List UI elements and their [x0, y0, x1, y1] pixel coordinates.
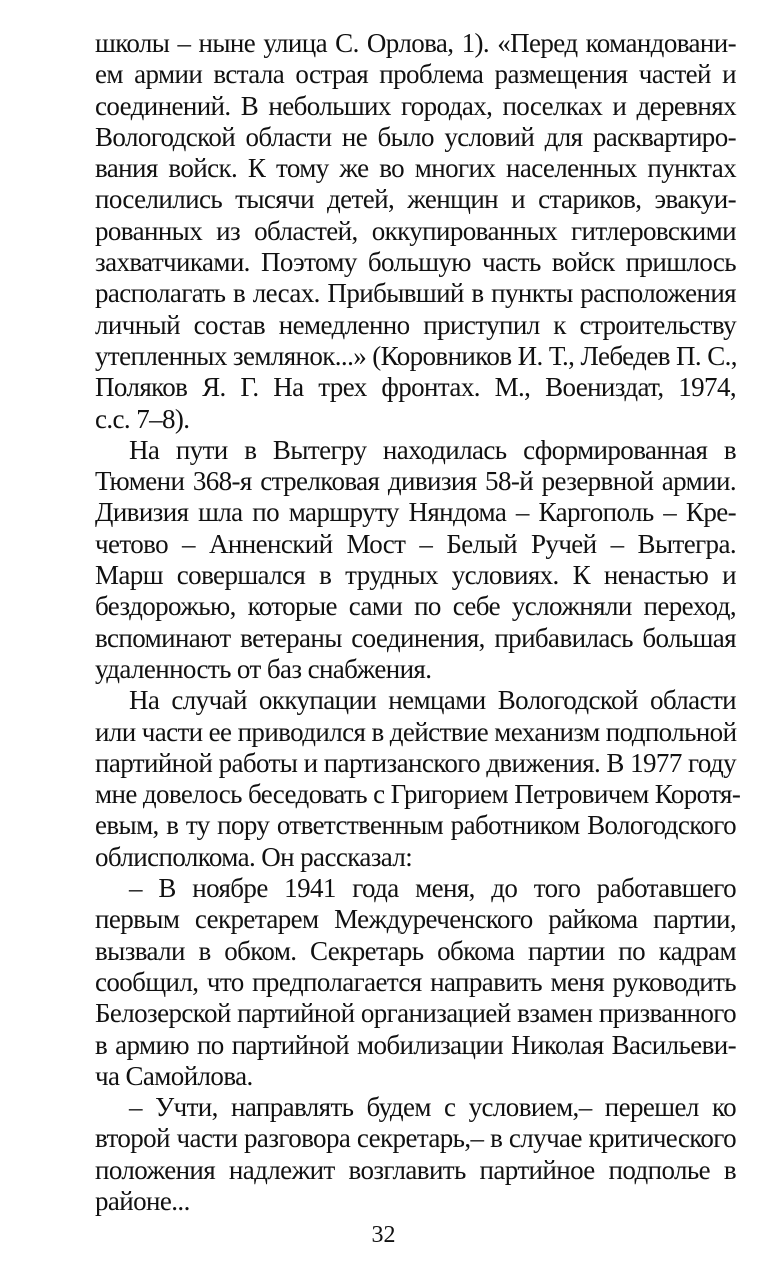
text-line: евым, в ту пору ответственным работником Вологодского — [95, 810, 736, 841]
text-line: районе... — [95, 1185, 190, 1216]
text-line: положения надлежит возглавить партийное подполье в — [95, 1154, 736, 1185]
paragraph — [95, 873, 736, 1092]
text-line: вызвали в обком. Секретарь обкома партии по кадрам — [95, 935, 736, 966]
text-line: поселились тысячи детей, женщин и стариков, эвакуи- — [95, 184, 736, 215]
text-line: – В ноябре 1941 года меня, до того работавшего — [129, 873, 736, 904]
text-line: мне довелось беседовать с Григорием Петровичем Коротя- — [95, 779, 741, 810]
text-line: с.с. 7–8). — [95, 403, 190, 434]
text-line: ча Самойлова. — [95, 1060, 253, 1091]
page-body — [95, 28, 741, 1217]
text-line: Дивизия шла по маршруту Няндома – Каргополь – Кре- — [95, 497, 736, 528]
text-line: школы – ныне улица С. Орлова, 1). «Перед командовани- — [95, 28, 736, 58]
text-line: бездорожью, которые сами по себе усложняли переход, — [95, 591, 736, 622]
text-line: Тюмени 368-я стрелковая дивизия 58-й резервной армии. — [95, 466, 736, 497]
paragraph — [95, 435, 736, 685]
text-line: Поляков Я. Г. На трех фронтах. М., Воениздат, 1974, — [95, 372, 736, 403]
text-line: Марш совершался в трудных условиях. К ненастью и — [95, 560, 736, 591]
text-line: На случай оккупации немцами Вологодской области — [129, 685, 736, 716]
text-line: сообщил, что предполагается направить меня руководить — [95, 966, 736, 997]
text-line: – Учти, направлять будем с условием,– перешел ко — [129, 1092, 736, 1123]
text-line: вания войск. К тому же во многих населенных пунктах — [95, 153, 736, 184]
text-line: первым секретарем Междуреченского райкома партии, — [95, 904, 736, 935]
text-line: партийной работы и партизанского движения. В 1977 году — [95, 747, 736, 778]
text-line: удаленность от баз снабжения. — [95, 653, 432, 684]
text-line: рованных из областей, оккупированных гитлеровскими — [95, 215, 736, 246]
text-line: утепленных землянок...» (Коровников И. Т., Лебедев П. С., — [95, 340, 737, 371]
text-line: захватчиками. Поэтому большую часть войск пришлось — [95, 247, 736, 278]
paragraph — [95, 1092, 736, 1217]
text-line: вспоминают ветераны соединения, прибавилась большая — [95, 622, 736, 653]
paragraph — [95, 685, 741, 873]
text-line: в армию по партийной мобилизации Николая Васильеви- — [95, 1029, 736, 1060]
text-line: Белозерской партийной организацией взамен призванного — [95, 998, 736, 1029]
text-line: второй части разговора секретарь,– в случае критического — [95, 1123, 736, 1154]
text-line: или части ее приводился в действие механизм подпольной — [95, 716, 737, 747]
text-line: четово – Анненский Мост – Белый Ручей – Вытегра. — [95, 528, 736, 559]
page-number: 32 — [371, 1222, 396, 1248]
paragraph — [95, 28, 736, 435]
text-line: ем армии встала острая проблема размещения частей и — [95, 59, 736, 90]
text-line: соединений. В небольших городах, поселках и деревнях — [95, 90, 736, 121]
text-line: располагать в лесах. Прибывший в пункты расположения — [95, 278, 736, 309]
text-line: облисполкома. Он рассказал: — [95, 841, 413, 872]
text-line: личный состав немедленно приступил к строительству — [95, 309, 736, 340]
text-line: Вологодской области не было условий для расквартиро- — [95, 121, 736, 152]
text-line: На пути в Вытегру находилась сформированная в — [129, 434, 736, 465]
